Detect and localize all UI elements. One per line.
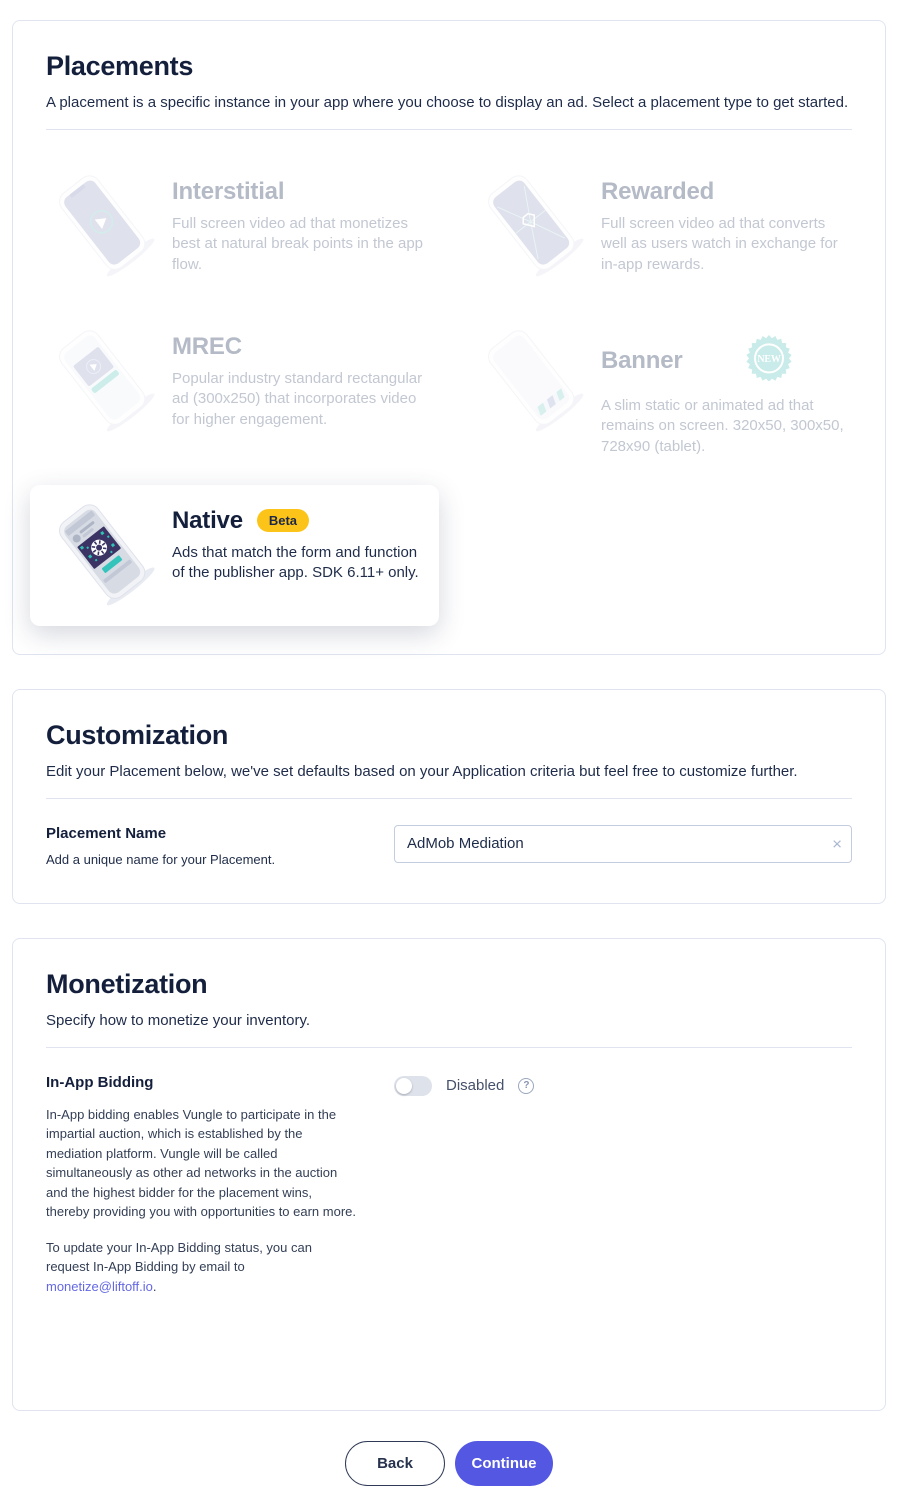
in-app-bidding-contact: To update your In-App Bidding status, you can request In-App Bidding by email to monetize@liftoff.io.	[46, 1239, 312, 1294]
divider	[46, 798, 852, 799]
native-phone-icon	[46, 499, 158, 612]
native-title: Native	[172, 506, 243, 534]
rewarded-title: Rewarded	[601, 178, 715, 205]
interstitial-title: Interstitial	[172, 178, 285, 205]
interstitial-phone-icon	[46, 170, 158, 283]
placement-option-native[interactable]	[30, 485, 439, 626]
mrec-description: Popular industry standard rectangular ad (300x250) that incorporates video for higher engagement.	[172, 370, 423, 428]
banner-description: A slim static or animated ad that remains on screen. 320x50, 300x50, 728x90 (tablet).	[601, 397, 844, 455]
svg-text:NEW: NEW	[756, 354, 781, 365]
in-app-bidding-toggle[interactable]	[394, 1076, 432, 1096]
placement-option-interstitial[interactable]	[30, 156, 439, 297]
continue-button[interactable]: Continue	[455, 1441, 553, 1486]
rewarded-description: Full screen video ad that converts well as users watch in exchange for in-app rewards.	[601, 215, 838, 273]
monetization-title: Monetization	[46, 968, 208, 999]
interstitial-description: Full screen video ad that monetizes best at natural break points in the app flow.	[172, 215, 424, 273]
clear-input-icon[interactable]: ×	[832, 834, 842, 854]
banner-phone-icon	[475, 325, 587, 438]
beta-badge: Beta	[257, 509, 309, 532]
help-icon[interactable]: ?	[518, 1078, 534, 1094]
rewarded-phone-icon	[475, 170, 587, 283]
placement-option-mrec[interactable]	[30, 311, 439, 471]
placements-subtitle: A placement is a specific instance in your app where you choose to display an ad. Select a placement type to get started.	[46, 94, 849, 111]
in-app-bidding-label: In-App Bidding	[46, 1073, 154, 1091]
banner-title: Banner	[601, 346, 683, 374]
placements-title: Placements	[46, 51, 194, 81]
native-description: Ads that match the form and function of the publisher app. SDK 6.11+ only.	[172, 543, 419, 581]
in-app-bidding-state: Disabled	[446, 1077, 505, 1095]
customization-title: Customization	[46, 719, 229, 750]
placement-name-help: Add a unique name for your Placement.	[46, 851, 276, 867]
monetize-email-link[interactable]: monetize@liftoff.io	[46, 1278, 153, 1294]
placement-options-grid	[30, 156, 868, 626]
placement-name-label: Placement Name	[46, 824, 167, 842]
mrec-phone-icon	[46, 325, 158, 438]
divider	[46, 1047, 852, 1048]
back-button[interactable]: Back	[345, 1441, 445, 1486]
placement-option-banner[interactable]	[459, 311, 868, 471]
monetization-subtitle: Specify how to monetize your inventory.	[46, 1011, 311, 1029]
mrec-title: MREC	[172, 333, 242, 360]
divider	[46, 129, 852, 130]
footer-actions	[12, 1441, 886, 1486]
customization-subtitle: Edit your Placement below, we've set defaults based on your Application criteria but feel free to customize further.	[46, 762, 798, 780]
in-app-bidding-description: In-App bidding enables Vungle to participate in the impartial auction, which is established by the mediation platform. Vungle will be called simultaneously as other ad networks in the auction and the highest bidder for the placement wins, thereby providing you with opportunities to earn more.	[46, 1106, 357, 1220]
customization-card	[12, 689, 886, 904]
toggle-knob	[396, 1078, 412, 1094]
placement-option-rewarded[interactable]	[459, 156, 868, 297]
placements-card	[12, 20, 886, 655]
placement-name-input[interactable]	[394, 825, 852, 863]
monetization-card	[12, 938, 886, 1412]
new-badge	[745, 333, 793, 388]
